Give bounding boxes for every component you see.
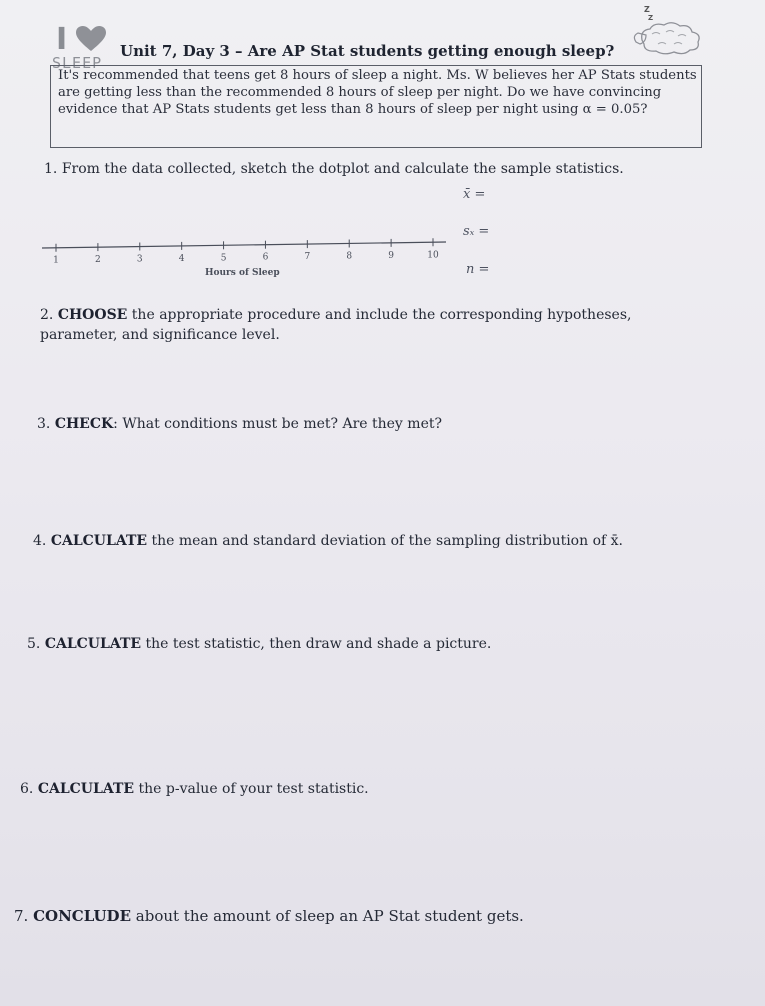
intro-text: It's recommended that teens get 8 hours of sleep a night. Ms. W believes her AP Stats students are getting less than the recommended 8 hours of sleep per night. Do we have convincing evidence that AP Stats students get less than 8 hours of sleep per night using α = 0.05?: [58, 68, 697, 117]
svg-text:Z: Z: [644, 5, 650, 14]
axis-tick-label: 2: [95, 255, 101, 266]
question-text: the test statistic, then draw and shade a picture.: [141, 636, 492, 652]
question-6: [20, 781, 369, 797]
question-7: [14, 907, 524, 925]
axis-tick-label: 4: [178, 253, 185, 264]
question-number: 7.: [14, 907, 29, 925]
dotplot-axis-label: Hours of Sleep: [205, 268, 280, 278]
logo-i: I: [56, 22, 68, 57]
question-text: the mean and standard deviation of the sampling distribution of x̄.: [147, 533, 623, 549]
axis-tick-label: 7: [304, 252, 311, 263]
question-number: 6.: [20, 781, 34, 797]
question-keyword: CONCLUDE: [33, 907, 131, 925]
question-2: [40, 305, 680, 345]
question-keyword: CALCULATE: [44, 636, 142, 652]
axis-tick-label: 3: [136, 254, 143, 265]
logo-sleep: SLEEP: [52, 54, 103, 72]
axis-tick-label: 1: [53, 255, 59, 266]
axis-tick-label: 10: [427, 250, 439, 261]
axis-tick-label: 8: [346, 251, 353, 262]
heart-icon: [76, 26, 106, 52]
question-text: : What conditions must be met? Are they met?: [113, 416, 442, 432]
question-number: 3.: [37, 416, 51, 432]
question-keyword: CHOOSE: [57, 307, 128, 323]
sx-label: sₓ =: [463, 224, 490, 239]
question-number: 1.: [44, 161, 58, 177]
page-title: Unit 7, Day 3 – Are AP Stat students getting enough sleep?: [120, 42, 615, 60]
question-5: [27, 636, 491, 652]
question-text: the p-value of your test statistic.: [134, 781, 369, 797]
question-3: [37, 416, 442, 432]
question-keyword: CHECK: [54, 416, 114, 432]
question-text: the appropriate procedure and include the corresponding hypotheses, parameter, and significance level.: [40, 307, 632, 343]
n-label: n =: [466, 262, 490, 277]
axis-tick-label: 9: [388, 250, 394, 261]
question-4: [33, 533, 623, 549]
axis-tick-label: 5: [220, 253, 227, 264]
sheep-icon: [632, 2, 708, 58]
question-1: [44, 161, 624, 177]
question-text: From the data collected, sketch the dotplot and calculate the sample statistics.: [61, 161, 624, 177]
xbar-label: x̄ =: [463, 187, 486, 202]
question-keyword: CALCULATE: [50, 533, 148, 549]
question-number: 5.: [27, 636, 41, 652]
question-number: 4.: [33, 533, 47, 549]
question-text: about the amount of sleep an AP Stat student gets.: [131, 907, 524, 925]
svg-text:Z: Z: [648, 14, 654, 22]
question-number: 2.: [40, 307, 54, 323]
question-keyword: CALCULATE: [37, 781, 135, 797]
axis-tick-label: 6: [262, 252, 269, 263]
axis-line: [42, 242, 446, 248]
